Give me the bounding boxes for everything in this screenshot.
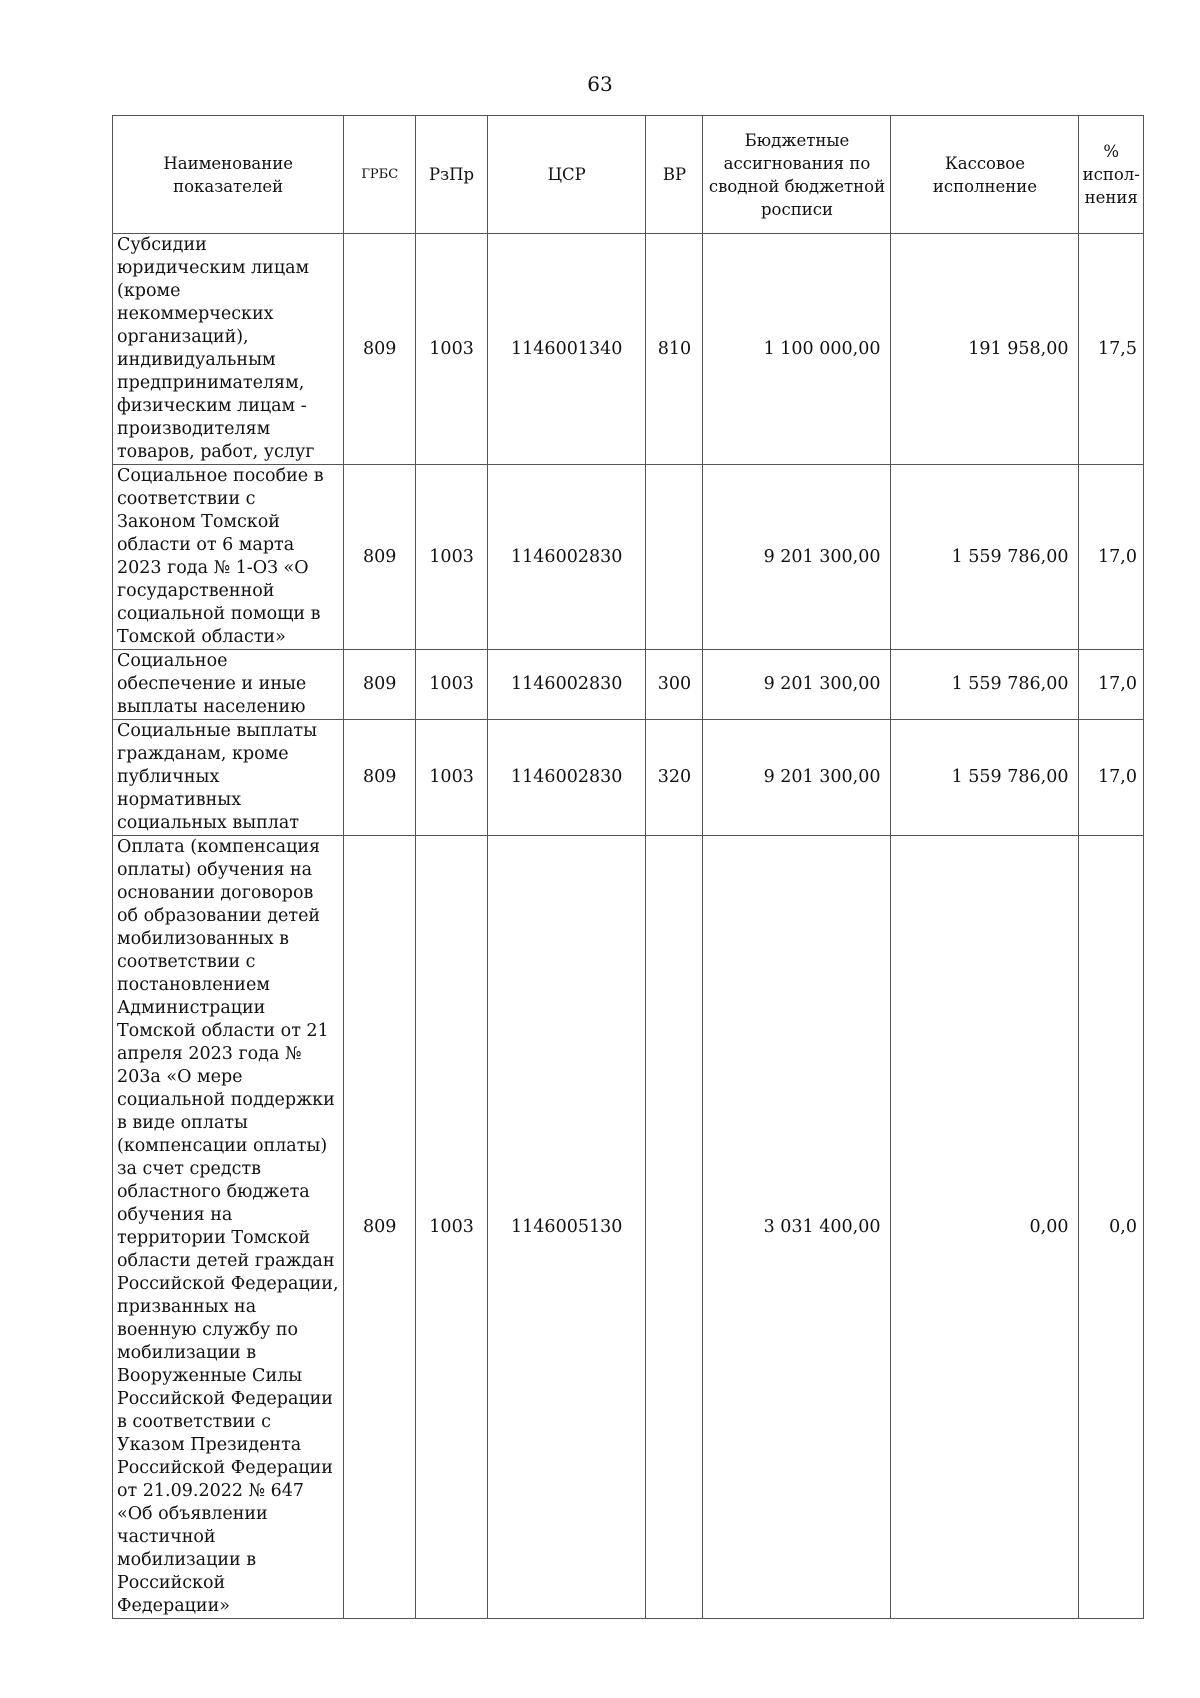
row-percent: 17,0 bbox=[1079, 650, 1144, 720]
row-rzpr: 1003 bbox=[416, 465, 488, 650]
row-vr bbox=[646, 465, 703, 650]
header-vr: ВР bbox=[646, 116, 703, 234]
row-name: Субсидии юридическим лицам (кроме некоммерческих организаций), индивидуальным предпринимателям, физическим лицам - производителям товаров, работ, услуг bbox=[113, 234, 344, 465]
row-grbs: 809 bbox=[344, 234, 416, 465]
row-vr: 810 bbox=[646, 234, 703, 465]
row-vr: 300 bbox=[646, 650, 703, 720]
row-vr: 320 bbox=[646, 720, 703, 836]
row-cash: 1 559 786,00 bbox=[891, 650, 1079, 720]
budget-table bbox=[112, 115, 1144, 1619]
page-number: 63 bbox=[587, 72, 613, 96]
row-name: Социальное обеспечение и иные выплаты населению bbox=[113, 650, 344, 720]
header-row bbox=[113, 116, 1144, 234]
row-csr: 1146002830 bbox=[487, 465, 645, 650]
row-percent: 17,0 bbox=[1079, 465, 1144, 650]
row-rzpr: 1003 bbox=[416, 836, 488, 1619]
header-percent: % испол-нения bbox=[1079, 116, 1144, 234]
row-csr: 1146002830 bbox=[487, 720, 645, 836]
row-csr: 1146005130 bbox=[487, 836, 645, 1619]
header-cash: Кассовое исполнение bbox=[891, 116, 1079, 234]
row-name: Оплата (компенсация оплаты) обучения на основании договоров об образовании детей мобилизованных в соответствии с постановлением Администрации Томской области от 21 апреля 2023 года № 203а «О мере социальной поддержки в виде оплаты (компенсации оплаты) за счет средств областного бюджета обучения на территории Томской области детей граждан Российской Федерации, призванных на военную службу по мобилизации в Вооруженные Силы Российской Федерации в соответствии с Указом Президента Российской Федерации от 21.09.2022 № 647 «Об объявлении частичной мобилизации в Российской Федерации» bbox=[113, 836, 344, 1619]
row-percent: 0,0 bbox=[1079, 836, 1144, 1619]
header-name: Наименование показателей bbox=[113, 116, 344, 234]
row-budget: 9 201 300,00 bbox=[703, 720, 891, 836]
row-budget: 9 201 300,00 bbox=[703, 650, 891, 720]
row-rzpr: 1003 bbox=[416, 234, 488, 465]
table-row bbox=[113, 720, 1144, 836]
header-csr: ЦСР bbox=[487, 116, 645, 234]
header-grbs: ГРБС bbox=[344, 116, 416, 234]
row-cash: 1 559 786,00 bbox=[891, 720, 1079, 836]
row-budget: 1 100 000,00 bbox=[703, 234, 891, 465]
row-cash: 1 559 786,00 bbox=[891, 465, 1079, 650]
table-row bbox=[113, 650, 1144, 720]
row-budget: 3 031 400,00 bbox=[703, 836, 891, 1619]
row-csr: 1146001340 bbox=[487, 234, 645, 465]
row-grbs: 809 bbox=[344, 465, 416, 650]
row-name: Социальные выплаты гражданам, кроме публичных нормативных социальных выплат bbox=[113, 720, 344, 836]
row-csr: 1146002830 bbox=[487, 650, 645, 720]
row-grbs: 809 bbox=[344, 720, 416, 836]
row-percent: 17,0 bbox=[1079, 720, 1144, 836]
row-grbs: 809 bbox=[344, 650, 416, 720]
row-cash: 0,00 bbox=[891, 836, 1079, 1619]
row-percent: 17,5 bbox=[1079, 234, 1144, 465]
row-vr bbox=[646, 836, 703, 1619]
row-budget: 9 201 300,00 bbox=[703, 465, 891, 650]
row-grbs: 809 bbox=[344, 836, 416, 1619]
row-name: Социальное пособие в соответствии с Законом Томской области от 6 марта 2023 года № 1-ОЗ «О государственной социальной помощи в Томской области» bbox=[113, 465, 344, 650]
table-row bbox=[113, 234, 1144, 465]
header-rzpr: РзПр bbox=[416, 116, 488, 234]
row-cash: 191 958,00 bbox=[891, 234, 1079, 465]
table-row bbox=[113, 836, 1144, 1619]
header-budget: Бюджетные ассигнования по сводной бюджетной росписи bbox=[703, 116, 891, 234]
row-rzpr: 1003 bbox=[416, 720, 488, 836]
table-row bbox=[113, 465, 1144, 650]
row-rzpr: 1003 bbox=[416, 650, 488, 720]
